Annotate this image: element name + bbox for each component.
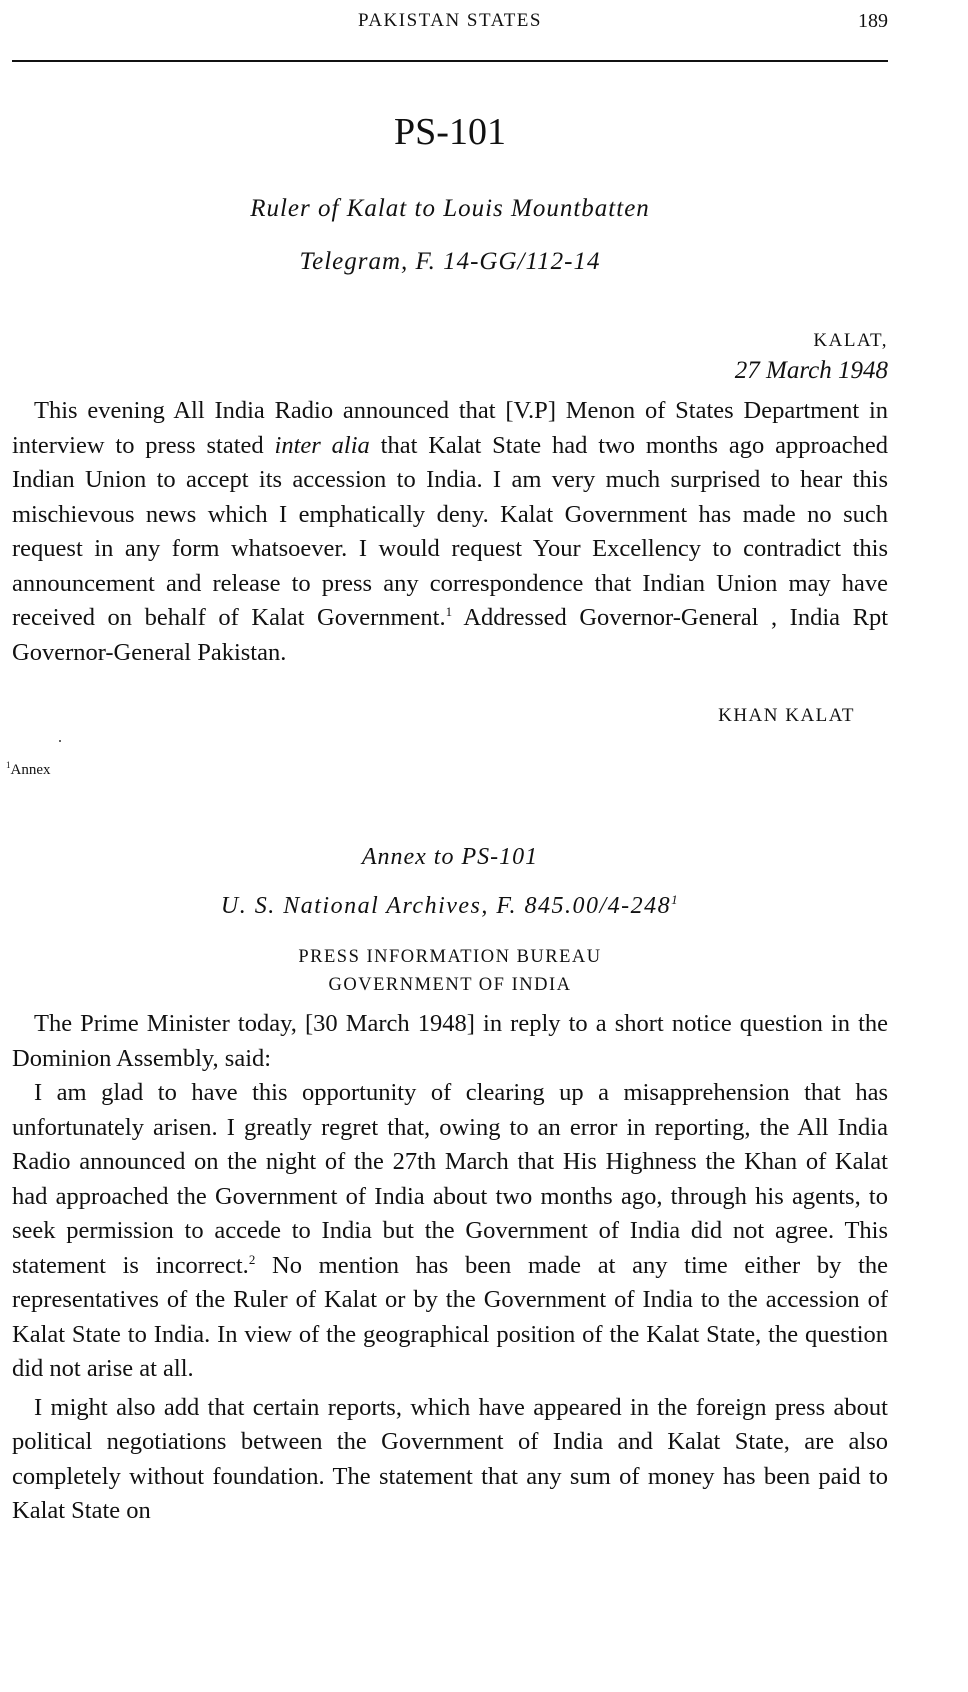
annex-paragraph-2 [12, 1076, 888, 1387]
bureau-name: PRESS INFORMATION BUREAU [298, 947, 602, 967]
annex-footnote-reference: 2 [248, 1251, 256, 1267]
signature: KHAN KALAT [718, 705, 855, 726]
annex-title: Annex to PS-101 [361, 844, 539, 870]
page-number: 189 [858, 10, 888, 32]
document-subtitle-sender: Ruler of Kalat to Louis Mountbatten [250, 195, 650, 222]
annex-paragraph-2-part1: I am glad to have this opportunity of clearing up a misapprehension that has unfortunately arisen. I greatly regret that, owing to an error in reporting, the All India Radio announced on the night of the 27th March that His Highness the Khan of Kalat had approached the Government of India about two months ago, through his agents, to seek permission to accede to India but the Government of India did not agree. This statement is incorrect. [12, 1079, 888, 1279]
annex-body [12, 1007, 888, 1529]
footnote-text: Annex [10, 762, 51, 778]
bureau-government: GOVERNMENT OF INDIA [328, 975, 572, 995]
header-rule [12, 60, 888, 62]
annex-source-footnote-ref: 1 [671, 892, 680, 907]
telegram-paragraph [12, 394, 888, 670]
dateline-date: 27 March 1948 [734, 357, 888, 384]
document-subtitle-reference: Telegram, F. 14-GG/112-14 [299, 248, 601, 275]
stray-mark [59, 740, 61, 742]
annex-paragraph-3: I might also add that certain reports, which have appeared in the foreign press about political negotiations between the Government of India and Kalat State, are also completely without foundation. The statement that any sum of money has been paid to Kalat State on [12, 1393, 888, 1524]
body-text-part2: that Kalat State had two months ago approached Indian Union to accept its accession to India. I am very much surprised to hear this mischievous news which I emphatically deny. Kalat Government has made no such request in any form whatsoever. I would request Your Excellency to contradict this announcement and release to press any correspondence that Indian Union may have received on behalf of Kalat Government. [12, 431, 888, 631]
telegram-body [12, 394, 888, 670]
dateline-place: KALAT, [813, 330, 888, 351]
footnote [6, 762, 51, 779]
footnote-reference: 1 [445, 603, 453, 619]
annex-paragraph-1: The Prime Minister today, [30 March 1948] in reply to a short notice question in the Dominion Assembly, said: [12, 1010, 888, 1072]
body-text-part3: Addressed Governor-General , India Rpt Governor-General Pakistan. [12, 604, 888, 666]
running-head: PAKISTAN STATES [358, 10, 542, 31]
footnote-number: 1 [6, 760, 11, 770]
annex-source-text: U. S. National Archives, F. 845.00/4-248 [220, 893, 672, 919]
page-header [12, 4, 888, 44]
body-text-part1: This evening All India Radio announced that [V.P] Menon of States Department in interview to press stated [12, 397, 888, 459]
annex-source [12, 893, 888, 920]
annex-paragraph-2-part2: No mention has been made at any time either by the representatives of the Ruler of Kalat or by the Government of India to the accession of Kalat State to India. In view of the geographical position of the Kalat State, the question did not arise at all. [12, 1251, 888, 1382]
document-title: PS-101 [394, 111, 506, 153]
body-italic-phrase: inter alia [274, 431, 370, 459]
